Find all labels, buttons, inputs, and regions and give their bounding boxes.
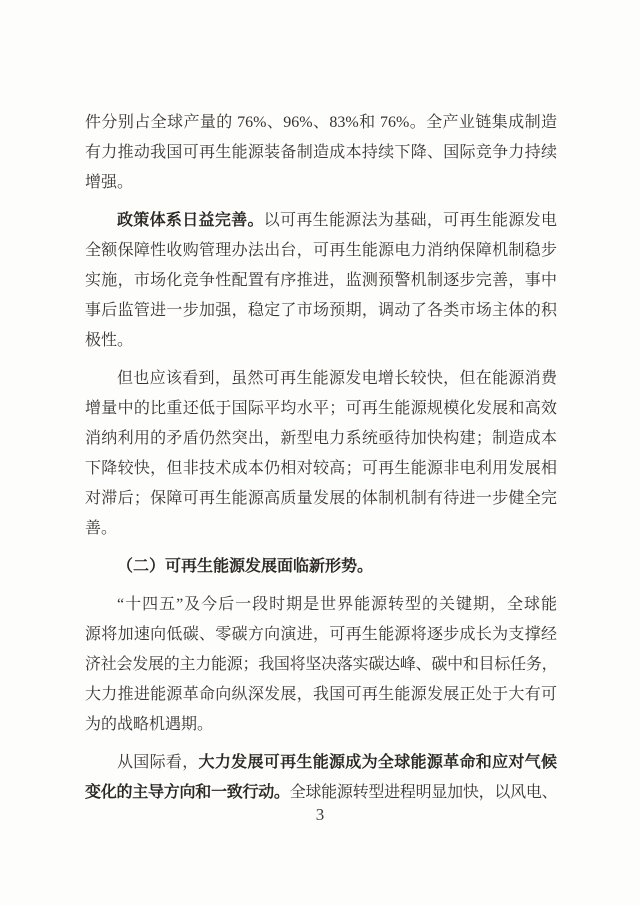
body-text: 全额保障性收购管理办法出台，可再生能源电力消纳保障机制稳步 — [85, 242, 557, 259]
body-text: 有力推动我国可再生能源装备制造成本持续下降、国际竞争力持续 — [85, 144, 557, 161]
text-line — [85, 650, 557, 680]
emphasis-text: （二）可再生能源发展面临新形势。 — [117, 558, 374, 575]
text-line — [85, 236, 557, 266]
emphasis-text: 变化的主导方向和一致行动。 — [85, 784, 290, 801]
body-text: 事后监管进一步加强，稳定了市场预期，调动了各类市场主体的积 — [85, 302, 557, 319]
text-line — [85, 206, 557, 236]
text-line — [85, 364, 557, 394]
body-text: 对滞后；保障可再生能源高质量发展的体制机制有待进一步健全完 — [85, 490, 557, 507]
body-text: 以可再生能源法为基础，可再生能源发电 — [263, 212, 557, 229]
body-text: 大力推进能源革命向纵深发展，我国可再生能源发展正处于大有可 — [85, 686, 557, 703]
body-text: 消纳利用的矛盾仍然突出，新型电力系统亟待加快构建；制造成本 — [85, 430, 557, 447]
body-text: 源将加速向低碳、零碳方向演进，可再生能源将逐步成长为支撑经 — [85, 626, 557, 643]
text-line — [85, 394, 557, 424]
text-line — [85, 108, 557, 138]
text-line — [85, 326, 557, 356]
body-text: 为的战略机遇期。 — [85, 716, 214, 733]
emphasis-text: 政策体系日益完善。 — [117, 212, 264, 229]
text-line — [85, 710, 557, 740]
text-line — [85, 266, 557, 296]
page-number: 3 — [315, 805, 325, 824]
text-line — [85, 590, 557, 620]
document-text — [85, 108, 557, 808]
body-text: “十四五”及今后一段时期是世界能源转型的关键期，全球能 — [117, 596, 557, 613]
text-line — [85, 138, 557, 168]
text-line — [85, 484, 557, 514]
text-line — [85, 514, 557, 544]
text-line — [85, 424, 557, 454]
text-line — [85, 552, 557, 582]
body-text: 全球能源转型进程明显加快，以风电、 — [289, 784, 557, 801]
text-line — [85, 620, 557, 650]
body-text: 实施，市场化竞争性配置有序推进，监测预警机制逐步完善，事中 — [85, 272, 557, 289]
body-text: 善。 — [85, 520, 118, 537]
text-line — [85, 680, 557, 710]
text-line — [85, 454, 557, 484]
body-text: 增强。 — [85, 174, 134, 191]
body-text: 件分别占全球产量的 76%、96%、83%和 76%。全产业链集成制造 — [85, 114, 557, 131]
body-text: 下降较快，但非技术成本仍相对较高；可再生能源非电利用发展相 — [85, 460, 557, 477]
text-line — [85, 168, 557, 198]
body-text: 从国际看， — [117, 754, 199, 771]
text-line — [85, 748, 557, 778]
body-text: 极性。 — [85, 332, 134, 349]
body-text: 济社会发展的主力能源；我国将坚决落实碳达峰、碳中和目标任务， — [85, 656, 557, 673]
body-text: 增量中的比重还低于国际平均水平；可再生能源规模化发展和高效 — [85, 400, 557, 417]
text-line — [85, 296, 557, 326]
emphasis-text: 大力发展可再生能源成为全球能源革命和应对气候 — [198, 754, 557, 771]
body-text: 但也应该看到，虽然可再生能源发电增长较快，但在能源消费 — [117, 370, 557, 387]
